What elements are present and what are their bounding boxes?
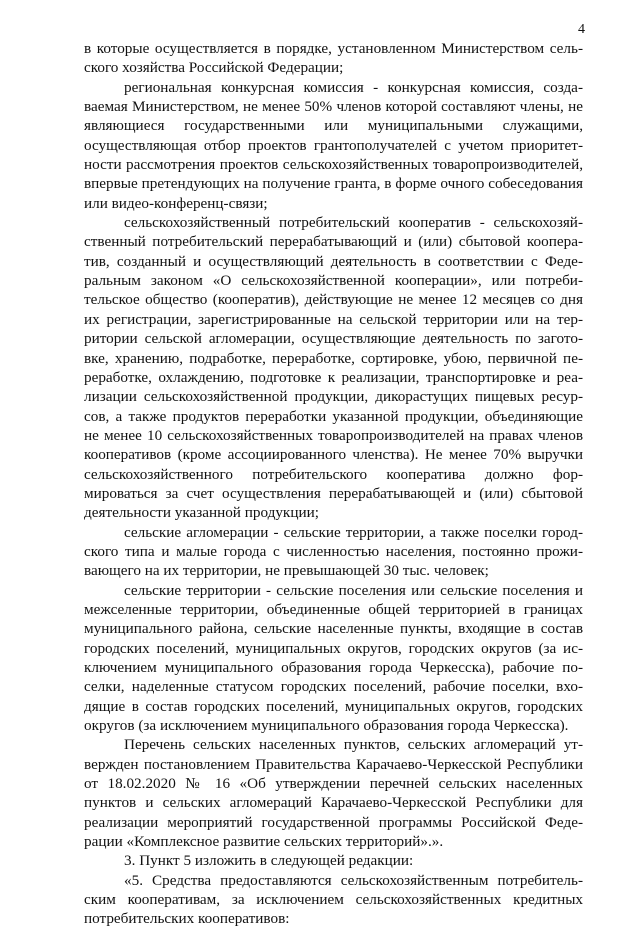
paragraph-continuation: в которые осуществляется в порядке, установленном Министерством сельского хозяйства Российской Федерации; (84, 40, 583, 77)
paragraph-clause-5: «5. Средства предоставляются сельскохозяйственным потребительским кооперативам, за исключением сельскохозяйственных кредитных потребительских кооперативов: (84, 871, 583, 928)
paragraph-rural-territories: сельские территории - сельские поселения или сельские поселения и межселенные территории, объединенные общей территорией в границах муниципального района, сельские населенные пункты, входящие в состав городских поселений, муниципальных округов, городских округов (за исключением муниципального образования города Черкесска), рабочие поселки, наделенные статусом городских поселений, рабочие поселки, входящие в состав городских поселений, муниципальных округов, городских округов (за исключением муниципального образования города Черкесска). (84, 581, 583, 735)
paragraph-rural-agglomerations: сельские агломерации - сельские территории, а также поселки городского типа и малые города с численностью населения, постоянно проживающего на их территории, не превышающей 30 тыс. человек; (84, 523, 583, 580)
paragraph-clause-3: 3. Пункт 5 изложить в следующей редакции: (124, 852, 414, 870)
document-body (84, 39, 583, 929)
paragraph-cooperative-definition: сельскохозяйственный потребительский кооператив - сельскохозяйственный потребительский перерабатывающий и (или) сбытовой кооператив, созданный и осуществляющий деятельность в соответствии с Федеральным законом «О сельскохозяйственной кооперации», или потребительское общество (кооператив), действующие не менее 12 месяцев со дня их регистрации, зарегистрированные на сельской территории или на территории сельской агломерации, осуществляющие деятельность по заготовке, хранению, подработке, переработке, сортировке, убою, первичной переработке, охлаждению, подготовке к реализации, транспортировке и реализации сельскохозяйственной продукции, дикорастущих пищевых ресурсов, а также продуктов переработки указанной продукции, объединяющие не менее 10 сельскохозяйственных товаропроизводителей на правах членов кооперативов (кроме ассоциированного членства). Не менее 70% выручки сельскохозяйственного потребительского кооператива должно формироваться за счет осуществления перерабатывающей и (или) сбытовой деятельности указанной продукции; (84, 214, 583, 522)
page-number: 4 (578, 22, 585, 37)
paragraph-regional-commission: региональная конкурсная комиссия - конкурсная комиссия, создаваемая Министерством, не менее 50% членов которой составляют члены, не являющиеся государственными или муниципальными служащими, осуществляющая отбор проектов грантополучателей с учетом приоритетности рассмотрения проектов сельскохозяйственных товаропроизводителей, впервые претендующих на получение гранта, в форме очного собеседования или видео-конференц-связи; (84, 78, 583, 212)
paragraph-list-approval: Перечень сельских населенных пунктов, сельских агломераций утвержден постановлением Правительства Карачаево-Черкесской Республики от 18.02.2020 № 16 «Об утверждении перечней сельских населенных пунктов и сельских агломераций Карачаево-Черкесской Республики для реализации мероприятий государственной программы Российской Федерации «Комплексное развитие сельских территорий».». (84, 736, 583, 851)
